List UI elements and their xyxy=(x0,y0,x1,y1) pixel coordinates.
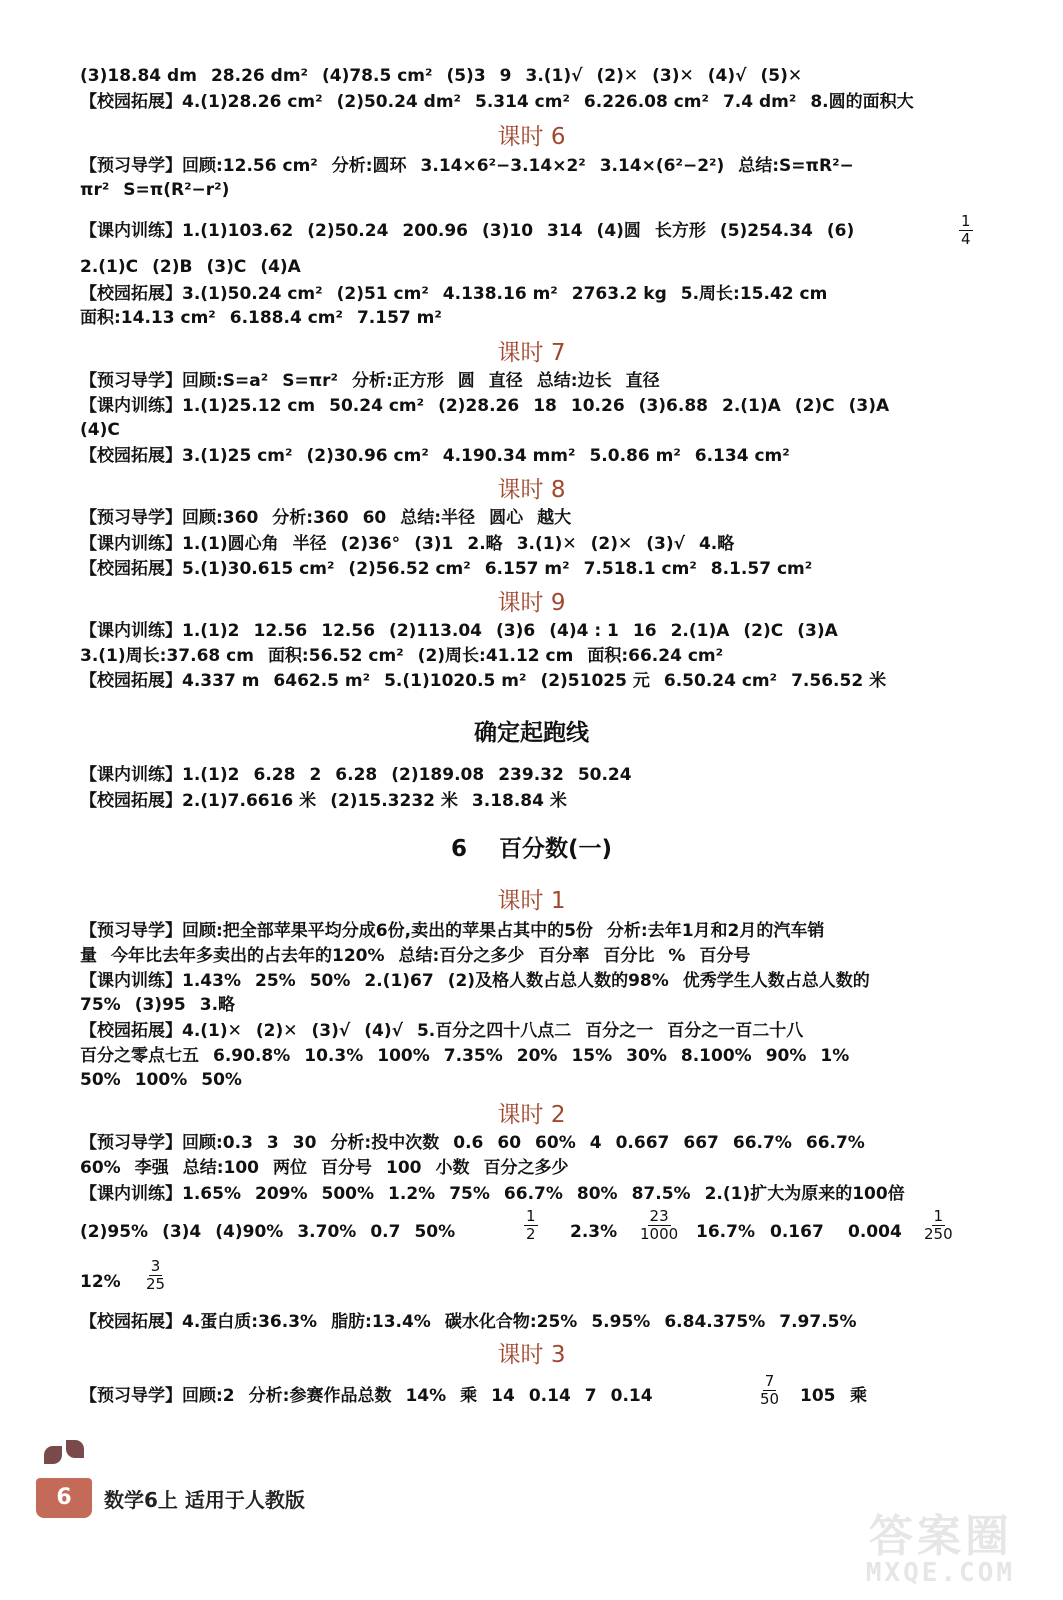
answer-line xyxy=(80,219,1000,243)
answer-item: (2)✕ xyxy=(590,534,633,554)
answer-item: 209% xyxy=(254,1184,308,1204)
answer-item: 7.4 dm² xyxy=(722,92,797,112)
watermark-logo: 答案圈 xyxy=(869,1511,1013,1562)
answer-line xyxy=(80,532,1000,556)
answer-item: 7.56.52 米 xyxy=(791,671,887,691)
answer-item: 5.百分之四十八点二 xyxy=(416,1021,572,1041)
answer-item: 14% xyxy=(405,1386,447,1406)
answer-item: (3)√ xyxy=(311,1021,351,1041)
answer-item: 面积:56.52 cm² xyxy=(267,646,404,666)
answer-item: 667 xyxy=(683,1133,719,1153)
answer-item: 【校园拓展】2.(1)7.6616 米 xyxy=(80,791,317,811)
answer-item: 2763.2 kg xyxy=(571,284,667,304)
answer-line xyxy=(80,154,1000,178)
answer-item: 【课内训练】1.(1)103.62 xyxy=(80,221,294,241)
answer-item: 3.14×(6²−2²) xyxy=(599,156,725,176)
answer-item: 9 xyxy=(499,66,512,86)
answer-item: (2)56.52 cm² xyxy=(348,559,471,579)
fraction xyxy=(144,1258,167,1293)
answer-item: 【预习导学】回顾:把全部苹果平均分成6份,卖出的苹果占其中的5份 xyxy=(80,921,593,941)
answer-item: 50% xyxy=(80,1070,121,1090)
answer-item: 75% xyxy=(80,995,121,1015)
answer-item: 【校园拓展】5.(1)30.615 cm² xyxy=(80,559,335,579)
answer-item: (3)6.88 xyxy=(638,396,708,416)
answer-item: 30 xyxy=(292,1133,317,1153)
answer-line xyxy=(80,1044,1000,1068)
answer-item: 0.14 xyxy=(528,1386,571,1406)
answer-item: 3.(1)√ xyxy=(525,66,583,86)
answer-item: 6.134 cm² xyxy=(694,446,790,466)
answer-line xyxy=(80,969,1000,993)
page-footer xyxy=(36,1440,436,1520)
answer-item: 16 xyxy=(632,621,657,641)
answer-line xyxy=(80,944,1000,968)
answer-line xyxy=(80,506,1000,530)
answer-item: (2)51025 元 xyxy=(540,671,650,691)
answer-item: 两位 xyxy=(273,1158,307,1178)
answer-item: (3)6 xyxy=(496,621,536,641)
answer-line xyxy=(80,369,1000,393)
answer-item: (4)√ xyxy=(707,66,747,86)
answer-item: 百分之多少 xyxy=(483,1158,569,1178)
answer-item: 李强 xyxy=(134,1158,169,1178)
answer-item: 80% xyxy=(576,1184,618,1204)
answer-item: (3)✕ xyxy=(652,66,694,86)
answer-item: 4.138.16 m² xyxy=(442,284,558,304)
answer-item: 0.7 xyxy=(370,1222,401,1242)
answer-item: 0.14 xyxy=(610,1386,653,1406)
answer-item: 百分之一百二十八 xyxy=(667,1021,804,1041)
answer-item: S=πr² xyxy=(282,371,338,391)
answer-line xyxy=(80,789,1000,813)
answer-item: (5)254.34 xyxy=(719,221,813,241)
lesson-heading: 课时 2 xyxy=(497,1102,566,1128)
answer-item: 6462.5 m² xyxy=(273,671,371,691)
answer-item: 7.157 m² xyxy=(356,308,442,328)
answer-item: 5.0.86 m² xyxy=(589,446,681,466)
answer-item: (4)4 : 1 xyxy=(549,621,619,641)
answer-item: 2.(1)A xyxy=(670,621,730,641)
answer-item: 3.(1)周长:37.68 cm xyxy=(80,646,254,666)
answer-item: 分析:投中次数 xyxy=(330,1133,440,1153)
answer-item: 6.28 xyxy=(335,765,378,785)
answer-item: (2)及格人数占总人数的98% xyxy=(447,971,669,991)
answer-item: 总结:边长 xyxy=(536,371,612,391)
book-title: 数学6上 适用于人教版 xyxy=(104,1488,305,1512)
answer-item: (2)50.24 dm² xyxy=(336,92,461,112)
answer-item: (4)A xyxy=(260,257,301,277)
answer-line xyxy=(80,1156,1000,1180)
fraction-numerator: 23 xyxy=(649,1207,669,1225)
answer-item: πr² xyxy=(80,180,110,200)
answer-item: 500% xyxy=(321,1184,375,1204)
answer-line xyxy=(80,1019,1000,1043)
answer-item: 2.(1)67 xyxy=(364,971,434,991)
answer-item: 4 xyxy=(589,1133,602,1153)
fraction-denominator: 50 xyxy=(760,1390,780,1408)
answer-item: 2.(1)A xyxy=(721,396,781,416)
answer-item: (2)C xyxy=(794,396,835,416)
answer-item: 105 xyxy=(800,1386,836,1406)
answer-item: 分析:参赛作品总数 xyxy=(248,1386,392,1406)
answer-item: (2)C xyxy=(743,621,784,641)
answer-item: 28.26 dm² xyxy=(210,66,308,86)
answer-item: (3)1 xyxy=(414,534,454,554)
answer-item: 0.167 xyxy=(770,1222,824,1242)
fraction-denominator: 2 xyxy=(526,1225,536,1243)
answer-line xyxy=(80,1131,1000,1155)
answer-item: 100% xyxy=(134,1070,188,1090)
fraction xyxy=(524,1208,538,1243)
answer-item: 12% xyxy=(80,1272,121,1292)
answer-item: 5.95% xyxy=(591,1312,651,1332)
fraction xyxy=(959,213,973,248)
answer-item: 总结:100 xyxy=(182,1158,259,1178)
answer-item: 66.7% xyxy=(805,1133,865,1153)
answer-item: 【校园拓展】4.(1)28.26 cm² xyxy=(80,92,323,112)
answer-item: 5.(1)1020.5 m² xyxy=(384,671,527,691)
answer-item: (4)√ xyxy=(364,1021,403,1041)
answer-item: 3.14×6²−3.14×2² xyxy=(420,156,586,176)
answer-item: 1.2% xyxy=(388,1184,436,1204)
answer-line xyxy=(80,993,1000,1017)
answer-item: 【校园拓展】4.蛋白质:36.3% xyxy=(80,1312,318,1332)
answer-item: (3)√ xyxy=(646,534,685,554)
answer-item: 6.90.8% xyxy=(213,1046,291,1066)
answer-item: S=π(R²−r²) xyxy=(123,180,230,200)
answer-line xyxy=(80,619,1000,643)
answer-item: 【课内训练】1.43% xyxy=(80,971,241,991)
answer-item: 314 xyxy=(547,221,583,241)
answer-line xyxy=(80,418,1000,442)
answer-item: (3)18.84 dm xyxy=(80,66,197,86)
answer-item: 百分比 xyxy=(603,946,655,966)
answer-item: 【课内训练】1.(1)2 xyxy=(80,765,240,785)
answer-item: 1% xyxy=(820,1046,850,1066)
answer-item: (5)3 xyxy=(446,66,486,86)
answer-item: 3.70% xyxy=(297,1222,357,1242)
answer-item: 小数 xyxy=(435,1158,470,1178)
answer-item: 越大 xyxy=(537,508,572,528)
answer-line xyxy=(80,444,1000,468)
answer-line xyxy=(80,557,1000,581)
answer-item: % xyxy=(668,946,686,966)
answer-item: 圆 xyxy=(457,371,475,391)
answer-line xyxy=(80,306,1000,330)
answer-item: (2)30.96 cm² xyxy=(306,446,429,466)
answer-item: 6.157 m² xyxy=(484,559,570,579)
answer-item: (3)A xyxy=(797,621,838,641)
answer-item: 百分号 xyxy=(699,946,751,966)
answer-item: (2)95% xyxy=(80,1222,149,1242)
answer-item: 总结:半径 xyxy=(400,508,476,528)
answer-item: 3.(1)✕ xyxy=(516,534,577,554)
answer-item: (3)C xyxy=(206,257,247,277)
answer-line xyxy=(80,1068,1000,1092)
answer-item: 面积:66.24 cm² xyxy=(587,646,724,666)
answer-line xyxy=(80,1270,1000,1294)
answer-item: 14 xyxy=(491,1386,515,1406)
answer-item: (4)90% xyxy=(215,1222,284,1242)
answer-item: 2.3% xyxy=(570,1222,618,1242)
answer-item: (2)113.04 xyxy=(389,621,483,641)
answer-item: 60 xyxy=(362,508,387,528)
answer-item: 分析:圆环 xyxy=(331,156,407,176)
answer-item: 【课内训练】1.(1)25.12 cm xyxy=(80,396,316,416)
answer-item: 66.7% xyxy=(503,1184,563,1204)
fraction-numerator: 7 xyxy=(764,1372,775,1390)
answer-item: 16.7% xyxy=(696,1222,755,1242)
answer-item: 2 xyxy=(309,765,322,785)
answer-item: 2.(1)C xyxy=(80,257,139,277)
answer-item: (2)15.3232 米 xyxy=(330,791,458,811)
answer-item: 半径 xyxy=(292,534,327,554)
answer-item: 87.5% xyxy=(631,1184,691,1204)
answer-item: 总结:百分之多少 xyxy=(398,946,525,966)
section-heading: 确定起跑线 xyxy=(474,720,589,746)
answer-item: 3.18.84 米 xyxy=(471,791,567,811)
fraction-numerator: 3 xyxy=(150,1257,161,1275)
answer-item: 2.(1)扩大为原来的100倍 xyxy=(704,1184,905,1204)
answer-item: 239.32 xyxy=(498,765,564,785)
answer-item: 5.周长:15.42 cm xyxy=(680,284,828,304)
answer-item: 碳水化合物:25% xyxy=(444,1312,578,1332)
fraction-numerator: 1 xyxy=(526,1207,536,1225)
answer-item: 66.7% xyxy=(732,1133,792,1153)
answer-line xyxy=(80,644,1000,668)
answer-item: (5)✕ xyxy=(760,66,803,86)
answer-item: (3)A xyxy=(848,396,890,416)
answer-item: 7.35% xyxy=(443,1046,503,1066)
answer-line xyxy=(80,64,1000,88)
fraction-denominator: 4 xyxy=(961,230,971,248)
answer-item: 7 xyxy=(584,1386,597,1406)
answer-item: 乘 xyxy=(850,1386,867,1406)
answer-item: (2)189.08 xyxy=(391,765,485,785)
lesson-heading: 课时 9 xyxy=(497,590,566,616)
answer-item: 10.26 xyxy=(570,396,625,416)
fraction-denominator: 250 xyxy=(924,1225,953,1243)
answer-item: 100% xyxy=(377,1046,430,1066)
answer-item: 8.圆的面积大 xyxy=(810,92,914,112)
answer-item: 6.28 xyxy=(253,765,296,785)
answer-item: 75% xyxy=(449,1184,490,1204)
answer-line xyxy=(80,919,1000,943)
answer-item: 15% xyxy=(571,1046,613,1066)
answer-item: 10.3% xyxy=(304,1046,364,1066)
answer-item: (4)C xyxy=(80,420,120,440)
answer-item: 分析:360 xyxy=(272,508,349,528)
answer-item: 18 xyxy=(533,396,557,416)
answer-item: 【课内训练】1.(1)2 xyxy=(80,621,240,641)
answer-line xyxy=(80,282,1000,306)
answer-item: (2)51 cm² xyxy=(336,284,429,304)
fraction xyxy=(758,1373,781,1408)
answer-line xyxy=(80,669,1000,693)
answer-item: 7.518.1 cm² xyxy=(583,559,697,579)
answer-item: (4)78.5 cm² xyxy=(321,66,433,86)
fraction-numerator: 1 xyxy=(961,212,971,230)
answer-item: 【校园拓展】4.(1)✕ xyxy=(80,1021,242,1041)
answer-item: 乘 xyxy=(460,1386,478,1406)
answer-item: 百分号 xyxy=(321,1158,372,1178)
answer-item: 30% xyxy=(626,1046,667,1066)
answer-item: 面积:14.13 cm² xyxy=(80,308,216,328)
answer-item: 量 xyxy=(80,946,97,966)
answer-item: (2)B xyxy=(152,257,193,277)
answer-item: 5.314 cm² xyxy=(474,92,570,112)
answer-item: 50.24 xyxy=(577,765,632,785)
answer-item: (2)✕ xyxy=(255,1021,298,1041)
answer-item: 百分之一 xyxy=(585,1021,654,1041)
answer-item: 3.略 xyxy=(199,995,236,1015)
leaf-icon xyxy=(66,1440,84,1458)
answer-line xyxy=(80,1182,1000,1206)
answer-item: 3 xyxy=(266,1133,279,1153)
answer-item: 【校园拓展】4.337 m xyxy=(80,671,260,691)
answer-item: 百分之零点七五 xyxy=(80,1046,199,1066)
answer-item: 【预习导学】回顾:2 xyxy=(80,1386,235,1406)
answer-item: 0.667 xyxy=(615,1133,670,1153)
answer-item: 【课内训练】1.(1)圆心角 xyxy=(80,534,279,554)
answer-item: 20% xyxy=(516,1046,558,1066)
answer-item: 7.97.5% xyxy=(779,1312,857,1332)
answer-item: 【课内训练】1.65% xyxy=(80,1184,241,1204)
leaf-icon xyxy=(44,1446,62,1464)
answer-item: 直径 xyxy=(625,371,660,391)
answer-item: 百分率 xyxy=(538,946,590,966)
answer-item: 50% xyxy=(414,1222,456,1242)
answer-line xyxy=(80,394,1000,418)
answer-item: 优秀学生人数占总人数的 xyxy=(682,971,870,991)
answer-item: 长方形 xyxy=(654,221,706,241)
answer-item: 6.188.4 cm² xyxy=(229,308,343,328)
answer-item: 直径 xyxy=(488,371,523,391)
answer-item: (3)95 xyxy=(134,995,186,1015)
lesson-heading: 课时 6 xyxy=(497,124,566,150)
answer-item: 6.226.08 cm² xyxy=(583,92,709,112)
answer-line xyxy=(80,255,1000,279)
answer-item: 圆心 xyxy=(489,508,524,528)
fraction-numerator: 1 xyxy=(933,1207,944,1225)
answer-item: 200.96 xyxy=(402,221,469,241)
answer-item: (6) xyxy=(826,221,855,241)
answer-item: 6.50.24 cm² xyxy=(663,671,778,691)
answer-item: 脂肪:13.4% xyxy=(331,1312,431,1332)
answer-item: 50.24 cm² xyxy=(329,396,425,416)
answer-item: 8.100% xyxy=(680,1046,752,1066)
answer-item: (4)圆 xyxy=(596,221,641,241)
answer-item: 100 xyxy=(386,1158,422,1178)
lesson-heading: 课时 3 xyxy=(497,1342,566,1368)
answer-item: (2)✕ xyxy=(596,66,639,86)
answer-item: 分析:正方形 xyxy=(351,371,444,391)
answer-item: (2)周长:41.12 cm xyxy=(417,646,574,666)
answer-item: 分析:去年1月和2月的汽车销 xyxy=(606,921,825,941)
answer-item: 4.190.34 mm² xyxy=(442,446,576,466)
answer-item: 4.略 xyxy=(698,534,735,554)
answer-item: 90% xyxy=(765,1046,807,1066)
answer-item: 8.1.57 cm² xyxy=(710,559,813,579)
answer-item: 0.6 xyxy=(453,1133,484,1153)
answer-item: 12.56 xyxy=(321,621,376,641)
answer-item: 12.56 xyxy=(253,621,308,641)
answer-item: 25% xyxy=(254,971,296,991)
answer-item: 50% xyxy=(201,1070,242,1090)
answer-line xyxy=(80,763,1000,787)
answer-item: 【校园拓展】3.(1)25 cm² xyxy=(80,446,293,466)
answer-item: 6.84.375% xyxy=(664,1312,766,1332)
lesson-heading: 课时 7 xyxy=(497,340,566,366)
answer-item: 60 xyxy=(497,1133,522,1153)
answer-item: 总结:S=πR²− xyxy=(738,156,854,176)
answer-item: 60% xyxy=(535,1133,576,1153)
answer-line xyxy=(80,90,1000,114)
fraction xyxy=(922,1208,955,1243)
answer-item: (2)28.26 xyxy=(438,396,520,416)
answer-item: (3)4 xyxy=(162,1222,202,1242)
answer-item: 【预习导学】回顾:0.3 xyxy=(80,1133,253,1153)
answer-item: 今年比去年多卖出的占去年的120% xyxy=(111,946,385,966)
answer-line xyxy=(80,178,1000,202)
answer-item: 50% xyxy=(309,971,351,991)
section-heading: 6 百分数(一) xyxy=(450,836,613,862)
answer-item: 【预习导学】回顾:360 xyxy=(80,508,259,528)
lesson-heading: 课时 8 xyxy=(497,477,566,503)
fraction xyxy=(638,1208,680,1243)
watermark-url: MXQE.COM xyxy=(865,1558,1015,1588)
answer-item: (3)10 xyxy=(482,221,534,241)
answer-item: 2.略 xyxy=(467,534,503,554)
fraction-denominator: 25 xyxy=(146,1275,166,1293)
answer-item: 60% xyxy=(80,1158,121,1178)
answer-item: 【预习导学】回顾:S=a² xyxy=(80,371,269,391)
fraction-denominator: 1000 xyxy=(640,1225,679,1243)
answer-item: 【预习导学】回顾:12.56 cm² xyxy=(80,156,318,176)
answer-item: (2)36° xyxy=(340,534,401,554)
answer-item: 【校园拓展】3.(1)50.24 cm² xyxy=(80,284,323,304)
answer-item: (2)50.24 xyxy=(307,221,389,241)
answer-line xyxy=(80,1310,1000,1334)
lesson-heading: 课时 1 xyxy=(497,888,566,914)
page-number: 6 xyxy=(36,1478,92,1518)
answer-item: 0.004 xyxy=(848,1222,902,1242)
